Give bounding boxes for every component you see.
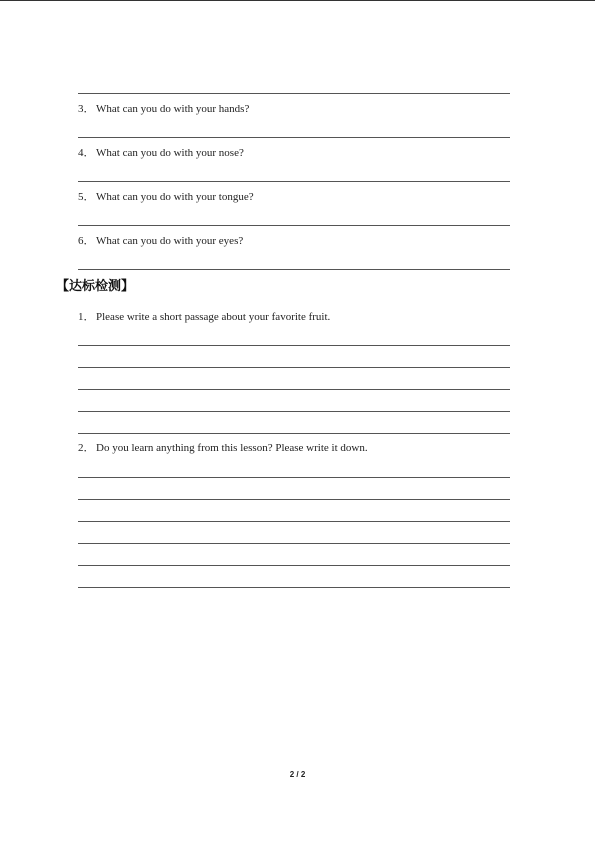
- question-5: [78, 190, 254, 204]
- section-title: 【达标检测】: [56, 279, 135, 294]
- answer-line[interactable]: [78, 499, 510, 500]
- answer-line[interactable]: [78, 433, 510, 434]
- question-text: Please write a short passage about your favorite fruit.: [96, 311, 331, 323]
- question-number: 2．: [78, 442, 95, 454]
- question-text: Do you learn anything from this lesson? Please write it down.: [96, 442, 368, 454]
- question-number: 1．: [78, 311, 95, 323]
- answer-line[interactable]: [78, 367, 510, 368]
- answer-line[interactable]: [78, 565, 510, 566]
- question-number: 4．: [78, 147, 95, 159]
- question-3: [78, 102, 249, 116]
- answer-line[interactable]: [78, 411, 510, 412]
- question-text: What can you do with your hands?: [96, 103, 250, 115]
- answer-line[interactable]: [78, 477, 510, 478]
- question-number: 3．: [78, 103, 95, 115]
- question-6: [78, 234, 243, 248]
- page-number: 2 / 2: [289, 770, 306, 779]
- question-text: What can you do with your eyes?: [96, 235, 244, 247]
- answer-line[interactable]: [78, 521, 510, 522]
- answer-line[interactable]: [78, 181, 510, 182]
- question-number: 5．: [78, 191, 95, 203]
- question-text: What can you do with your nose?: [96, 147, 244, 159]
- answer-line[interactable]: [78, 345, 510, 346]
- answer-line[interactable]: [78, 587, 510, 588]
- question-text: What can you do with your tongue?: [96, 191, 254, 203]
- question-number: 6．: [78, 235, 95, 247]
- answer-line[interactable]: [78, 389, 510, 390]
- answer-line[interactable]: [78, 269, 510, 270]
- question-1: [78, 310, 330, 324]
- page-top-border: [0, 0, 595, 1]
- answer-line[interactable]: [78, 137, 510, 138]
- answer-line[interactable]: [78, 225, 510, 226]
- answer-line[interactable]: [78, 93, 510, 94]
- answer-line[interactable]: [78, 543, 510, 544]
- question-4: [78, 146, 244, 160]
- question-2: [78, 441, 368, 455]
